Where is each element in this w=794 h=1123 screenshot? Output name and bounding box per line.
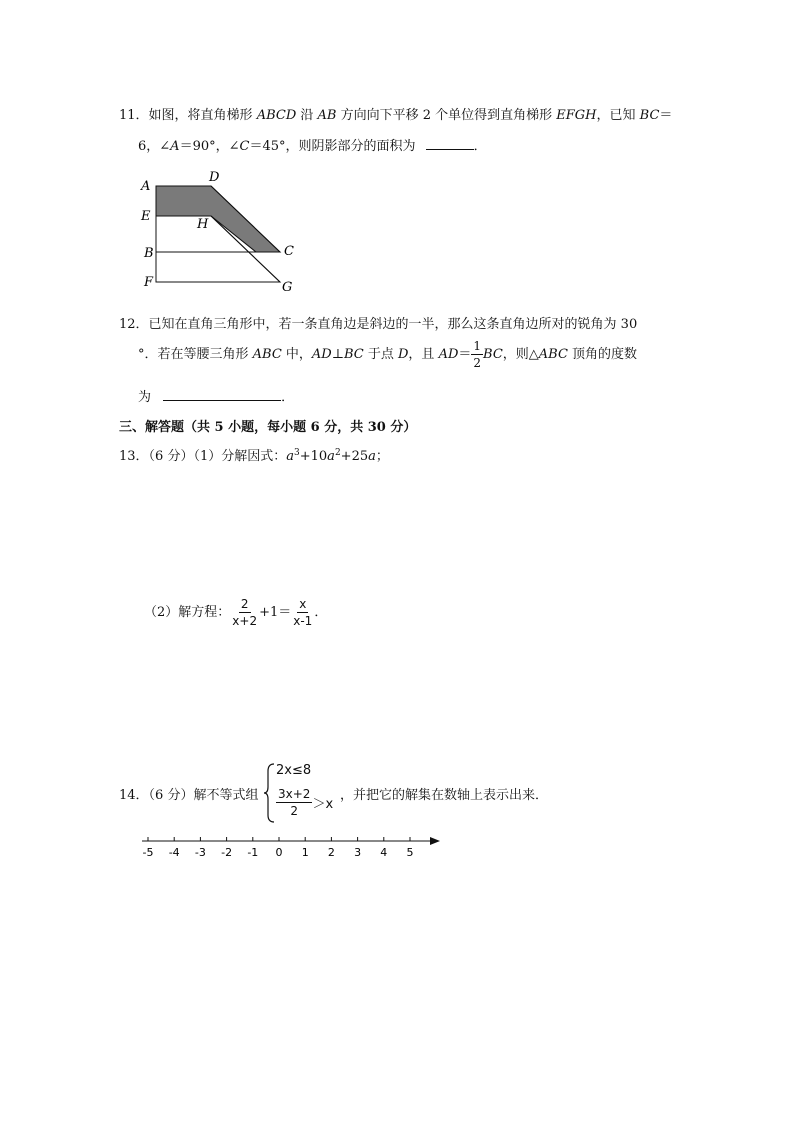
inequality-1: 2x≤8 bbox=[276, 763, 312, 778]
label-D: D bbox=[209, 170, 220, 185]
tick-label: -1 bbox=[247, 846, 259, 859]
tick-label: -2 bbox=[221, 846, 233, 859]
label-G: G bbox=[282, 280, 293, 295]
label-E: E bbox=[141, 209, 151, 224]
q13-part1: 13．（6 分）（1）分解因式：$a^3+10a^2+25a$； bbox=[119, 448, 389, 464]
fraction-2-over-x-plus-2: $\frac{2}{x+2}$ bbox=[232, 597, 258, 628]
q12-line3: 为 ． bbox=[138, 390, 295, 405]
q14-number: 14． bbox=[119, 788, 149, 803]
number-line bbox=[140, 832, 450, 862]
label-B: B bbox=[144, 246, 154, 261]
q11-answer-blank[interactable] bbox=[426, 137, 474, 150]
q11-number: 11． bbox=[119, 108, 149, 123]
arrow-head-icon bbox=[430, 837, 440, 845]
q13-part2: （2）解方程： $\frac{2}{x+2}$ +1＝ $\frac{x}{x-1}$ ． bbox=[144, 597, 328, 628]
label-A: A bbox=[141, 179, 151, 194]
tick-label: -3 bbox=[194, 846, 206, 859]
tick-label: 1 bbox=[301, 846, 309, 859]
trapezoid-figure bbox=[135, 168, 335, 298]
label-F: F bbox=[144, 275, 154, 290]
q14-line: 14．（6 分）解不等式组 bbox=[119, 788, 259, 803]
tick-label: -5 bbox=[142, 846, 154, 859]
shaded-region bbox=[156, 186, 280, 252]
tick-label: 4 bbox=[380, 846, 388, 859]
section3-heading: 三、解答题（共 5 小题，每小题 6 分，共 30 分） bbox=[119, 420, 417, 435]
q12-answer-blank[interactable] bbox=[163, 388, 281, 401]
inequality-2: $\frac{3x+2}{2}$ ＞x bbox=[278, 787, 334, 818]
q11-line2: 6，∠A＝90°，∠C＝45°，则阴影部分的面积为 ． bbox=[138, 139, 487, 154]
tick-label: 3 bbox=[354, 846, 362, 859]
q12-line1: 12．已知在直角三角形中，若一条直角边是斜边的一半，那么这条直角边所对的锐角为 30 bbox=[119, 317, 638, 332]
q14-tail: ，并把它的解集在数轴上表示出来． bbox=[340, 788, 549, 803]
tick-label: -4 bbox=[168, 846, 180, 859]
tick-label: 0 bbox=[275, 846, 283, 859]
tick-label: 5 bbox=[406, 846, 414, 859]
q13-number: 13． bbox=[119, 449, 149, 464]
system-brace bbox=[264, 763, 276, 823]
label-H: H bbox=[197, 217, 209, 232]
tick-label: 2 bbox=[327, 846, 335, 859]
q12-number: 12． bbox=[119, 317, 149, 332]
q12-line2: °．若在等腰三角形 ABC 中，AD⊥BC 于点 D，且 AD＝ $\frac{1}{2}$ BC，则△ABC 顶角的度数 bbox=[138, 339, 638, 370]
fraction-3x-plus-2-over-2: $\frac{3x+2}{2}$ bbox=[278, 787, 311, 818]
label-C: C bbox=[284, 244, 294, 259]
q11-line1: 11．如图，将直角梯形 ABCD 沿 AB 方向向下平移 2 个单位得到直角梯形 EFGH，已知 BC＝ bbox=[119, 108, 673, 123]
fraction-one-half: $\frac{1}{2}$ bbox=[473, 339, 482, 370]
fraction-x-over-x-minus-1: $\frac{x}{x-1}$ bbox=[293, 597, 313, 628]
